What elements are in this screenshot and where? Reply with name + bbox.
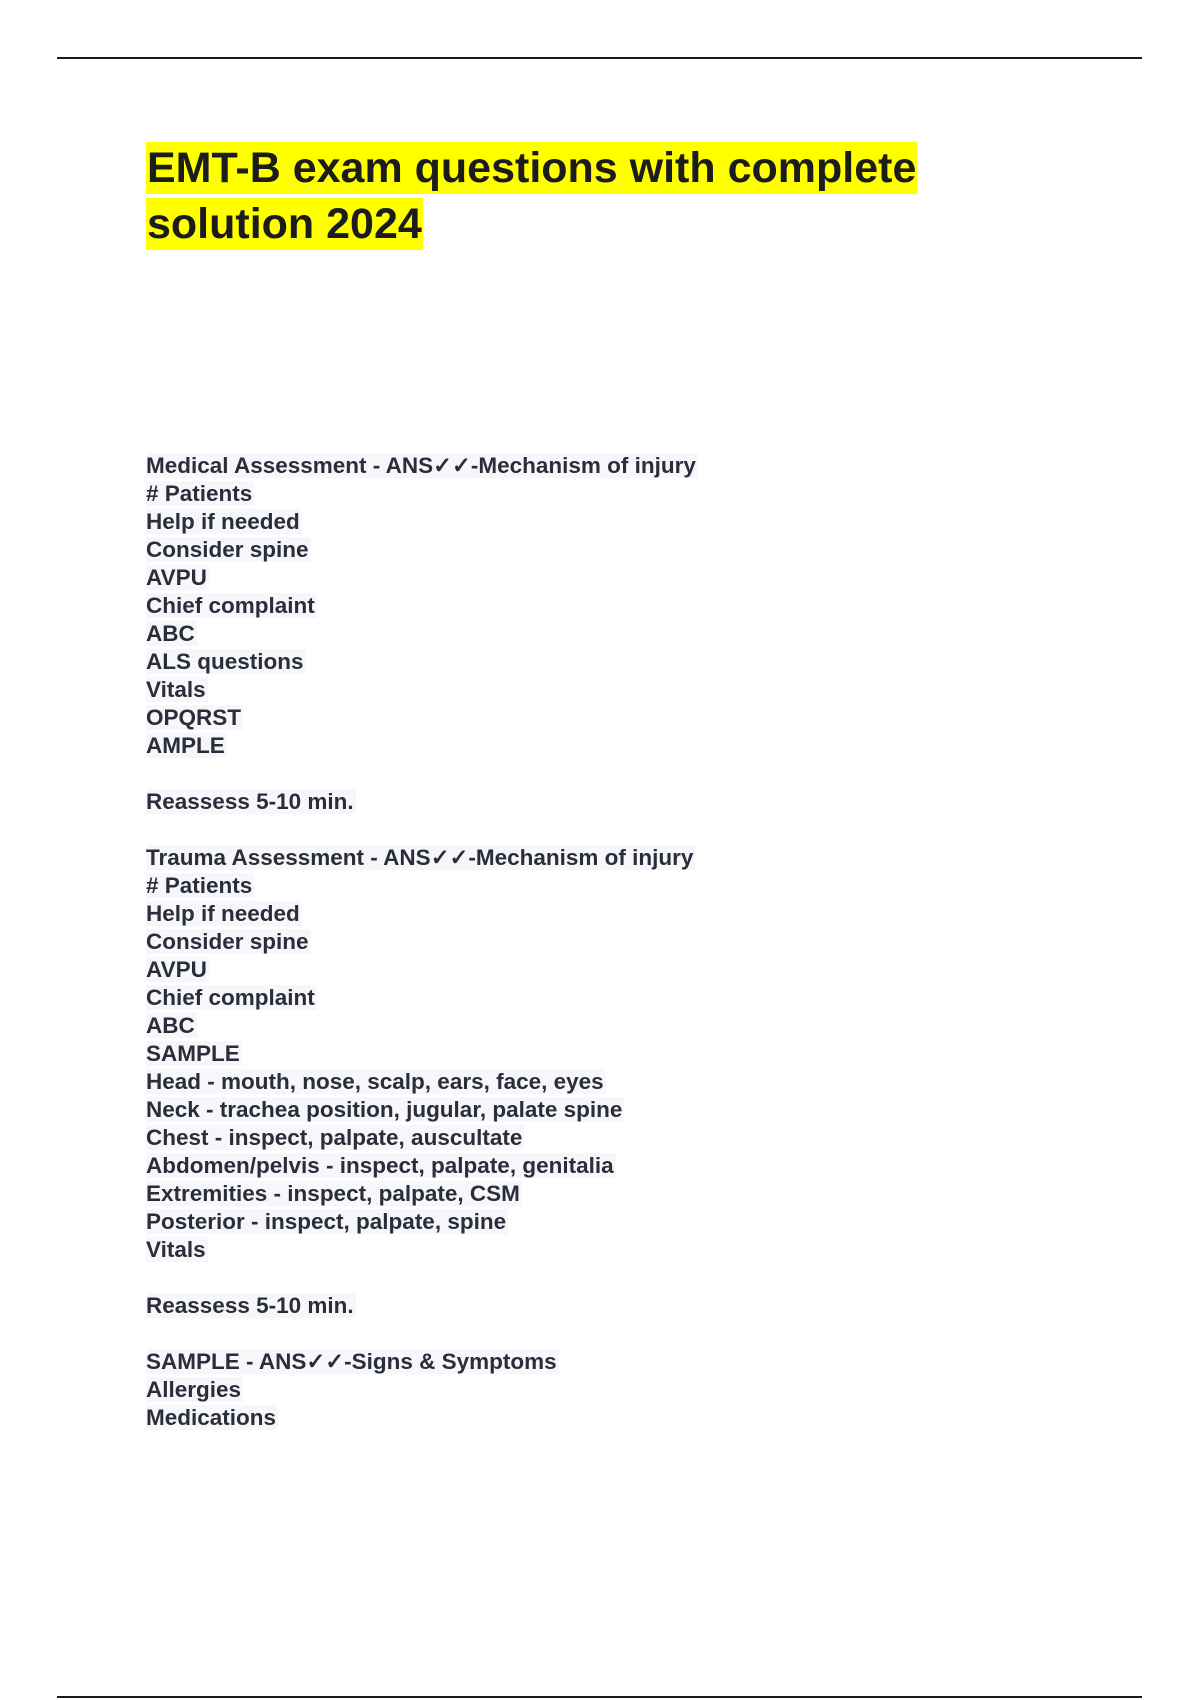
title-highlight: EMT-B exam questions with complete solution 2024 bbox=[147, 144, 917, 248]
document-body bbox=[146, 452, 1046, 1432]
answer-line: Head - mouth, nose, scalp, ears, face, eyes bbox=[146, 1069, 604, 1094]
qa-entry-trauma-assessment bbox=[146, 844, 1046, 1348]
reassess-note: Reassess 5-10 min. bbox=[146, 789, 354, 814]
answer-line: Neck - trachea position, jugular, palate spine bbox=[146, 1097, 623, 1122]
answer-line: # Patients bbox=[146, 873, 253, 898]
header-rule bbox=[57, 57, 1142, 59]
reassess-note: Reassess 5-10 min. bbox=[146, 1293, 354, 1318]
question-heading: Trauma Assessment - ANS✓✓-Mechanism of injury bbox=[146, 845, 694, 870]
answer-line: Posterior - inspect, palpate, spine bbox=[146, 1209, 507, 1234]
question-heading: SAMPLE - ANS✓✓-Signs & Symptoms bbox=[146, 1349, 557, 1374]
answer-line: OPQRST bbox=[146, 705, 242, 730]
answer-line: AMPLE bbox=[146, 733, 225, 758]
answer-line: Chief complaint bbox=[146, 985, 315, 1010]
answer-line: SAMPLE bbox=[146, 1041, 240, 1066]
answer-line: Medications bbox=[146, 1405, 277, 1430]
question-heading: Medical Assessment - ANS✓✓-Mechanism of injury bbox=[146, 453, 696, 478]
qa-entry-sample bbox=[146, 1348, 1046, 1432]
answer-line: Abdomen/pelvis - inspect, palpate, genitalia bbox=[146, 1153, 614, 1178]
answer-line: Consider spine bbox=[146, 537, 309, 562]
answer-line: # Patients bbox=[146, 481, 253, 506]
answer-line: ALS questions bbox=[146, 649, 304, 674]
answer-line: AVPU bbox=[146, 565, 207, 590]
answer-line: Chest - inspect, palpate, auscultate bbox=[146, 1125, 523, 1150]
footer-rule bbox=[57, 1696, 1142, 1698]
answer-line: AVPU bbox=[146, 957, 207, 982]
answer-line: Chief complaint bbox=[146, 593, 315, 618]
answer-line: Help if needed bbox=[146, 901, 300, 926]
answer-line: Consider spine bbox=[146, 929, 309, 954]
qa-entry-medical-assessment bbox=[146, 452, 1046, 844]
answer-line: ABC bbox=[146, 1013, 195, 1038]
document-title bbox=[146, 140, 1066, 252]
answer-line: Vitals bbox=[146, 677, 206, 702]
answer-line: Extremities - inspect, palpate, CSM bbox=[146, 1181, 520, 1206]
answer-line: Vitals bbox=[146, 1237, 206, 1262]
answer-line: ABC bbox=[146, 621, 195, 646]
answer-line: Allergies bbox=[146, 1377, 242, 1402]
answer-line: Help if needed bbox=[146, 509, 300, 534]
